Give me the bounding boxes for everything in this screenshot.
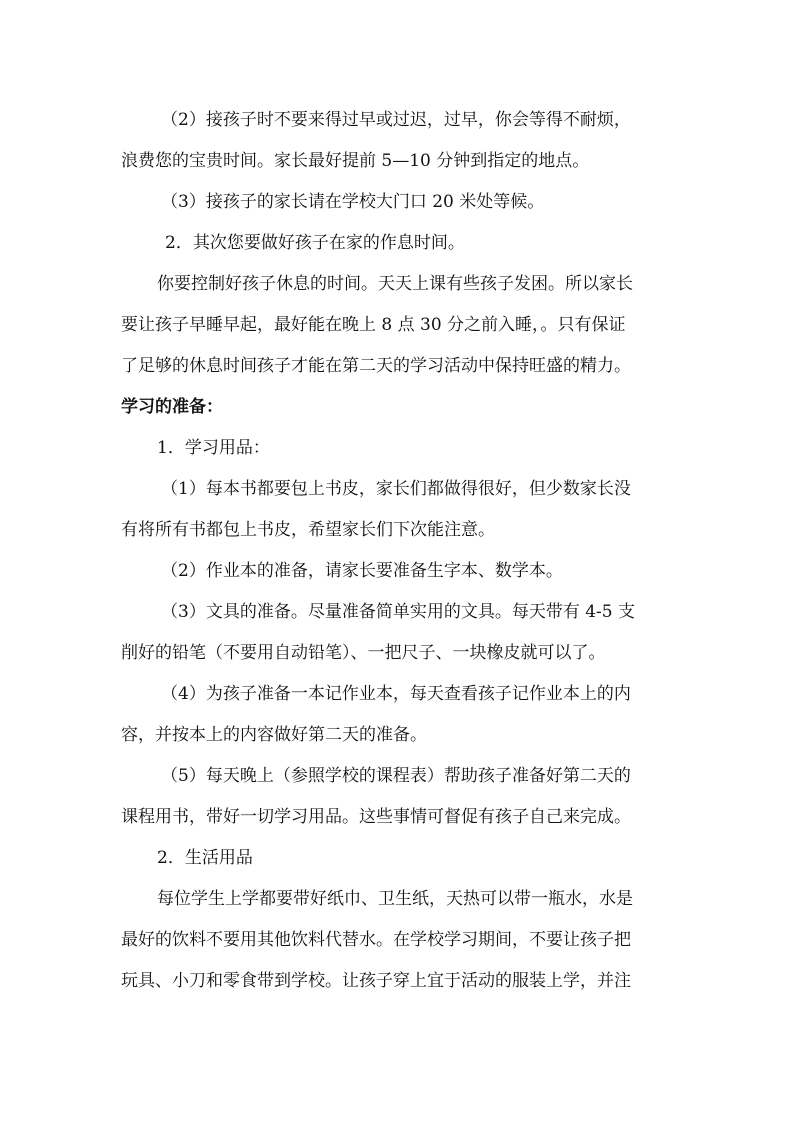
text-line: 削好的铅笔（不要用自动铅笔）、一把尺子、一块橡皮就可以了。 xyxy=(121,643,606,663)
text-line: 浪费您的宝贵时间。家长最好提前 5—10 分钟到指定的地点。 xyxy=(121,151,590,171)
text-line: 要让孩子早睡早起，最好能在晚上 8 点 30 分之前入睡，。只有保证 xyxy=(121,315,626,335)
paragraph-rest-time xyxy=(121,264,681,387)
text-line: （1）每本书都要包上书皮，家长们都做得很好，但少数家长没 xyxy=(161,479,631,499)
text-line: （5）每天晚上（参照学校的课程表）帮助孩子准备好第二天的 xyxy=(161,766,631,786)
text-line: （3）文具的准备。尽量准备简单实用的文具。每天带有 4-5 支 xyxy=(161,602,635,622)
text-line: 2．其次您要做好孩子在家的作息时间。 xyxy=(165,233,465,253)
text-line: （2）作业本的准备，请家长要准备生字本、数学本。 xyxy=(161,561,563,581)
section-heading: 学习的准备： xyxy=(121,397,223,417)
text-line: 容，并按本上的内容做好第二天的准备。 xyxy=(121,725,427,745)
paragraph-home-schedule-heading xyxy=(121,223,681,264)
paragraph-daily-supplies xyxy=(121,879,681,1002)
paragraph-stationery xyxy=(121,592,681,674)
text-line: （3）接孩子的家长请在学校大门口 20 米处等候。 xyxy=(161,192,545,212)
text-line: 了足够的休息时间孩子才能在第二天的学习活动中保持旺盛的精力。 xyxy=(121,356,631,376)
paragraph-homework-notebook xyxy=(121,674,681,756)
paragraph-evening-prep xyxy=(121,756,681,838)
paragraph-daily-supplies-heading xyxy=(121,838,681,879)
paragraph-study-supplies-heading xyxy=(121,428,681,469)
paragraph-pick-up-timing xyxy=(121,100,681,182)
paragraph-book-covers xyxy=(121,469,681,551)
text-line: 每位学生上学都要带好纸巾、卫生纸，天热可以带一瓶水，水是 xyxy=(157,889,633,909)
paragraph-pick-up-location xyxy=(121,182,681,223)
text-line: 有将所有书都包上书皮，希望家长们下次能注意。 xyxy=(121,520,495,540)
text-line: 最好的饮料不要用其他饮料代替水。在学校学习期间，不要让孩子把 xyxy=(121,930,631,950)
section-heading-study-preparation xyxy=(121,387,681,428)
text-line: 课程用书，带好一切学习用品。这些事情可督促有孩子自己来完成。 xyxy=(121,807,631,827)
text-line: 你要控制好孩子休息的时间。天天上课有些孩子发困。所以家长 xyxy=(157,274,633,294)
text-line: 玩具、小刀和零食带到学校。让孩子穿上宜于活动的服装上学，并注 xyxy=(121,971,631,991)
text-line: 2．生活用品 xyxy=(157,848,253,868)
text-line: （2）接孩子时不要来得过早或过迟，过早，你会等得不耐烦， xyxy=(161,110,631,130)
text-line: 1．学习用品： xyxy=(157,438,270,458)
document-body xyxy=(121,100,681,1002)
text-line: （4）为孩子准备一本记作业本，每天查看孩子记作业本上的内 xyxy=(161,684,631,704)
paragraph-exercise-books xyxy=(121,551,681,592)
